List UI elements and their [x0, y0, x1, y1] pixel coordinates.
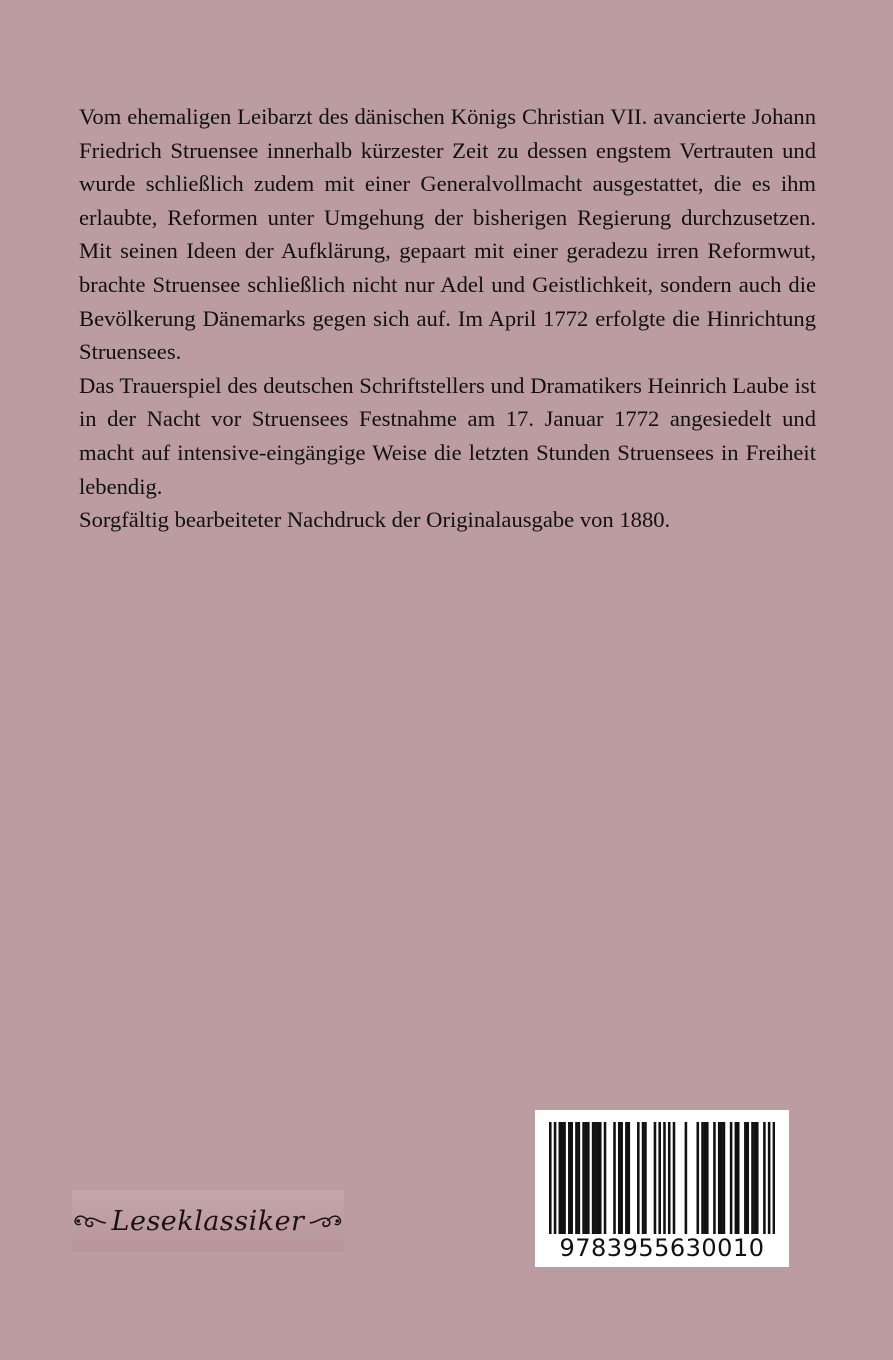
barcode-bar — [613, 1122, 616, 1234]
barcode-bar — [718, 1122, 721, 1234]
blurb-paragraph-1: Vom ehemaligen Leibarzt des dänischen Königs Christian VII. avancierte Johann Friedrich Struensee innerhalb kürzester Zeit zu dessen engstem Vertrauten und wurde schließlich zudem mit einer Generalvollmacht ausgestattet, die es ihm erlaubte, Reformen unter Umgehung der bisherigen Regierung durchzusetzen. Mit seinen Ideen der Aufklärung, gepaart mit einer geradezu irren Reformwut, brachte Struensee schließlich nicht nur Adel und Geistlichkeit, sondern auch die Bevölkerung Dänemarks gegen sich auf. Im April 1772 erfolgte die Hinrichtung Struensees. — [79, 104, 816, 365]
blurb-text — [79, 100, 816, 537]
barcode-bar — [561, 1122, 564, 1234]
barcode-bar — [701, 1122, 704, 1234]
barcode-bar — [723, 1122, 726, 1234]
left-flourish-icon — [72, 1209, 108, 1233]
barcode-bar — [592, 1122, 595, 1234]
barcode-bar — [549, 1122, 552, 1234]
barcode-bar — [637, 1122, 640, 1234]
publisher-logo — [72, 1190, 344, 1252]
blurb-paragraph-3: Sorgfältig bearbeiteter Nachdruck der Originalausgabe von 1880. — [79, 507, 671, 533]
barcode-bar — [696, 1122, 699, 1234]
barcode-bar — [554, 1122, 557, 1234]
barcode-bar — [658, 1122, 661, 1234]
barcode-bar — [642, 1122, 645, 1234]
blurb-paragraph-2: Das Trauerspiel des deutschen Schriftstellers und Dramatikers Heinrich Laube ist in der Nacht vor Struensees Festnahme am 17. Januar 1772 angesiedelt und macht auf intensive-eingängige Weise die letzten Stunden Struensees in Freiheit lebendig. — [79, 372, 816, 499]
barcode-bar — [751, 1122, 754, 1234]
barcode-bar — [756, 1122, 759, 1234]
barcode-bar — [668, 1122, 671, 1234]
barcode-bar — [570, 1122, 573, 1234]
barcode-bar — [735, 1122, 738, 1234]
publisher-logo-text: Leseklassiker — [111, 1205, 305, 1237]
barcode-bar — [746, 1122, 749, 1234]
barcode-bar — [720, 1122, 723, 1234]
barcode-bar — [620, 1122, 623, 1234]
barcode-bar — [754, 1122, 757, 1234]
barcode-bar — [744, 1122, 747, 1234]
barcode-bar — [663, 1122, 666, 1234]
barcode-bar — [559, 1122, 562, 1234]
barcode-bar — [618, 1122, 621, 1234]
barcode-bar — [625, 1122, 628, 1234]
barcode-bar — [654, 1122, 657, 1234]
barcode-bar — [582, 1122, 585, 1234]
barcode-bar — [568, 1122, 571, 1234]
barcode-bar — [763, 1122, 766, 1234]
barcode-bar — [704, 1122, 707, 1234]
barcode-bar — [585, 1122, 588, 1234]
barcode-bar — [578, 1122, 581, 1234]
barcode-bar — [673, 1122, 676, 1234]
barcode-bar — [773, 1122, 775, 1234]
barcode-bar — [706, 1122, 709, 1234]
barcode-bar — [628, 1122, 631, 1234]
barcode-bar — [713, 1122, 716, 1234]
barcode-bar — [594, 1122, 597, 1234]
barcode-bar — [575, 1122, 578, 1234]
barcode-bar — [587, 1122, 590, 1234]
right-flourish-icon — [308, 1209, 344, 1233]
barcode-bar — [597, 1122, 600, 1234]
barcode-bar — [604, 1122, 607, 1234]
isbn-number: 9783955630010 — [559, 1234, 765, 1262]
barcode-bar — [737, 1122, 740, 1234]
barcode-bar — [768, 1122, 771, 1234]
barcode-bar — [730, 1122, 733, 1234]
barcode-bar — [644, 1122, 647, 1234]
isbn-barcode — [535, 1110, 789, 1267]
barcode-bar — [563, 1122, 566, 1234]
barcode-bar — [685, 1122, 688, 1234]
barcode-bars — [549, 1122, 775, 1234]
barcode-bar — [599, 1122, 602, 1234]
